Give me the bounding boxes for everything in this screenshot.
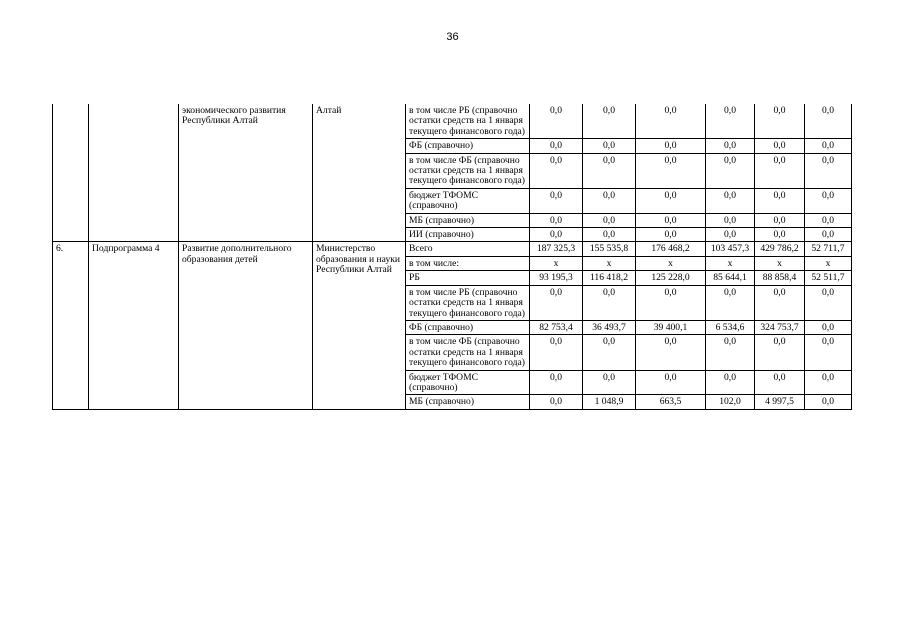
value-cell: 82 753,4: [530, 320, 583, 334]
funding-source-cell: в том числе ФБ (справочно остатки средств на 1 января текущего финансового года): [406, 335, 530, 370]
value-cell: 0,0: [583, 139, 636, 153]
value-cell: 0,0: [583, 335, 636, 370]
funding-source-cell: ФБ (справочно): [406, 139, 530, 153]
value-cell: 0,0: [805, 139, 852, 153]
value-cell: 0,0: [755, 104, 805, 139]
value-cell: х: [530, 256, 583, 270]
executor-cell: Развитие дополнительного образования детей: [179, 242, 313, 409]
value-cell: 0,0: [755, 335, 805, 370]
value-cell: 52 711,7: [805, 242, 852, 256]
funding-source-cell: в том числе ФБ (справочно остатки средств на 1 января текущего финансового года): [406, 153, 530, 188]
funding-source-cell: бюджет ТФОМС (справочно): [406, 188, 530, 213]
value-cell: 0,0: [755, 370, 805, 395]
value-cell: 0,0: [530, 285, 583, 320]
value-cell: 0,0: [583, 213, 636, 227]
value-cell: 36 493,7: [583, 320, 636, 334]
value-cell: 0,0: [706, 285, 755, 320]
value-cell: 0,0: [583, 104, 636, 139]
value-cell: 0,0: [706, 153, 755, 188]
value-cell: 103 457,3: [706, 242, 755, 256]
value-cell: 0,0: [805, 285, 852, 320]
value-cell: 0,0: [805, 188, 852, 213]
value-cell: 0,0: [530, 188, 583, 213]
value-cell: 0,0: [755, 285, 805, 320]
value-cell: 0,0: [583, 188, 636, 213]
funding-source-cell: в том числе:: [406, 256, 530, 270]
value-cell: 0,0: [755, 228, 805, 242]
value-cell: 0,0: [636, 285, 706, 320]
value-cell: 102,0: [706, 395, 755, 409]
value-cell: 85 644,1: [706, 271, 755, 285]
value-cell: 0,0: [583, 228, 636, 242]
value-cell: 52 511,7: [805, 271, 852, 285]
value-cell: х: [805, 256, 852, 270]
ministry-cell: Министерство образования и науки Республики Алтай: [313, 242, 406, 409]
funding-source-cell: РБ: [406, 271, 530, 285]
value-cell: 0,0: [755, 188, 805, 213]
value-cell: 4 997,5: [755, 395, 805, 409]
value-cell: 663,5: [636, 395, 706, 409]
value-cell: 0,0: [636, 370, 706, 395]
value-cell: 187 325,3: [530, 242, 583, 256]
value-cell: 116 418,2: [583, 271, 636, 285]
value-cell: 0,0: [583, 153, 636, 188]
prev-block-row: [53, 104, 852, 139]
value-cell: 39 400,1: [636, 320, 706, 334]
value-cell: 0,0: [636, 188, 706, 213]
value-cell: 0,0: [805, 213, 852, 227]
value-cell: 0,0: [706, 213, 755, 227]
funding-source-cell: Всего: [406, 242, 530, 256]
budget-table: [52, 104, 852, 410]
value-cell: 125 228,0: [636, 271, 706, 285]
value-cell: 6 534,6: [706, 320, 755, 334]
value-cell: 0,0: [755, 213, 805, 227]
ministry-cell: Алтай: [313, 104, 406, 242]
value-cell: 0,0: [706, 188, 755, 213]
value-cell: 0,0: [530, 395, 583, 409]
value-cell: 429 786,2: [755, 242, 805, 256]
value-cell: 0,0: [805, 335, 852, 370]
funding-source-cell: в том числе РБ (справочно остатки средств на 1 января текущего финансового года): [406, 104, 530, 139]
number-cell: [53, 104, 89, 242]
value-cell: х: [583, 256, 636, 270]
program-cell: [89, 104, 179, 242]
value-cell: х: [636, 256, 706, 270]
value-cell: 0,0: [636, 139, 706, 153]
value-cell: 0,0: [805, 228, 852, 242]
value-cell: 0,0: [805, 370, 852, 395]
value-cell: х: [755, 256, 805, 270]
value-cell: 0,0: [706, 228, 755, 242]
value-cell: 0,0: [530, 213, 583, 227]
page-number: 36: [446, 31, 459, 43]
value-cell: 0,0: [636, 104, 706, 139]
value-cell: 0,0: [636, 335, 706, 370]
value-cell: 0,0: [706, 104, 755, 139]
funding-source-cell: бюджет ТФОМС (справочно): [406, 370, 530, 395]
value-cell: 0,0: [583, 370, 636, 395]
funding-source-cell: ИИ (справочно): [406, 228, 530, 242]
number-cell: 6.: [53, 242, 89, 409]
value-cell: 0,0: [706, 139, 755, 153]
value-cell: 0,0: [755, 139, 805, 153]
value-cell: х: [706, 256, 755, 270]
executor-cell: экономического развития Республики Алтай: [179, 104, 313, 242]
value-cell: 0,0: [755, 153, 805, 188]
value-cell: 0,0: [636, 213, 706, 227]
program-cell: Подпрограмма 4: [89, 242, 179, 409]
value-cell: 0,0: [530, 335, 583, 370]
value-cell: 0,0: [530, 139, 583, 153]
value-cell: 0,0: [530, 228, 583, 242]
funding-source-cell: МБ (справочно): [406, 395, 530, 409]
value-cell: 88 858,4: [755, 271, 805, 285]
value-cell: 0,0: [805, 104, 852, 139]
funding-source-cell: ФБ (справочно): [406, 320, 530, 334]
funding-source-cell: МБ (справочно): [406, 213, 530, 227]
value-cell: 93 195,3: [530, 271, 583, 285]
value-cell: 0,0: [706, 335, 755, 370]
value-cell: 1 048,9: [583, 395, 636, 409]
value-cell: 176 468,2: [636, 242, 706, 256]
value-cell: 0,0: [805, 320, 852, 334]
value-cell: 0,0: [706, 370, 755, 395]
value-cell: 0,0: [530, 370, 583, 395]
value-cell: 0,0: [530, 104, 583, 139]
value-cell: 0,0: [805, 395, 852, 409]
value-cell: 0,0: [805, 153, 852, 188]
value-cell: 0,0: [583, 285, 636, 320]
value-cell: 0,0: [636, 153, 706, 188]
value-cell: 155 535,8: [583, 242, 636, 256]
value-cell: 324 753,7: [755, 320, 805, 334]
subprogram-block-row: [53, 242, 852, 256]
value-cell: 0,0: [530, 153, 583, 188]
funding-source-cell: в том числе РБ (справочно остатки средств на 1 января текущего финансового года): [406, 285, 530, 320]
value-cell: 0,0: [636, 228, 706, 242]
